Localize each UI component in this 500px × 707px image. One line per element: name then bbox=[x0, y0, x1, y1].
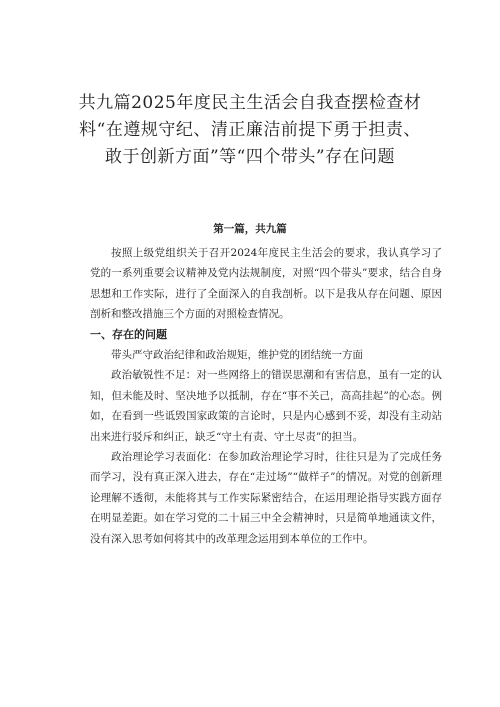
section-heading: 一、存在的问题 bbox=[90, 327, 167, 341]
issue-paragraph-1: 政治敏锐性不足：对一些网络上的错误思潮和有害信息，虽有一定的认知，但未能及时、坚决地予以抵制，存在“事不关己，高高挂起”的心态。例如，在看到一些诋毁国家政策的言论时，只是内心感到不妥，却没有主动站出来进行驳斥和纠正，缺乏“守土有责、守土尽责”的担当。 bbox=[90, 369, 442, 443]
section-subheading: 带头严守政治纪律和政治规矩，维护党的团结统一方面 bbox=[111, 349, 363, 362]
document-body bbox=[90, 243, 442, 549]
title-line-2: 料“在遵规守纪、清正廉洁前提下勇于担责、 bbox=[79, 120, 421, 140]
title-line-1: 共九篇2025年度民主生活会自我查摆检查材 bbox=[78, 93, 422, 113]
intro-paragraph: 按照上级党组织关于召开2024年度民主生活会的要求，我认真学习了党的一系列重要会议精神及党内法规制度，对照“四个带头”要求，结合自身思想和工作实际，进行了全面深入的自我剖析。以下是我从存在问题、原因剖析和整改措施三个方面的对照检查情况。 bbox=[90, 247, 442, 321]
document-subtitle: 第一篇，共九篇 bbox=[213, 223, 287, 235]
title-line-3: 敢于创新方面”等“四个带头”存在问题 bbox=[104, 147, 396, 167]
issue-paragraph-2: 政治理论学习表面化：在参加政治理论学习时，往往只是为了完成任务而学习，没有真正深入进去，存在“走过场”“做样子”的情况。对党的创新理论理解不透彻，未能将其与工作实际紧密结合，在运用理论指导实践方面存在明显差距。如在学习党的二十届三中全会精神时，只是简单地通读文件，没有深入思考如何将其中的改革理念运用到本单位的工作中。 bbox=[90, 451, 442, 545]
document-title bbox=[60, 90, 440, 171]
